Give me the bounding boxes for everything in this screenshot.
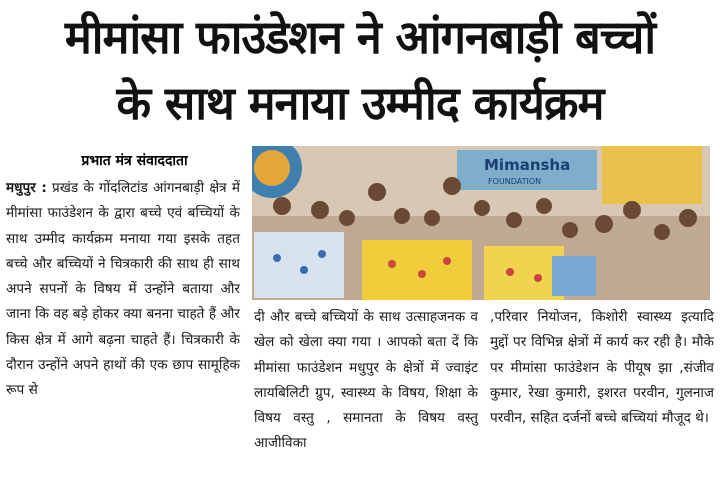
handprint-sheet-yellow-1 [362,240,472,300]
dateline: मधुपुर : [6,180,47,196]
article-column-2 [254,305,478,457]
painting-board-right [602,146,702,204]
byline: प्रभात मंत्र संवाददाता [81,153,188,169]
photo-illustration [252,146,710,300]
article-column-1 [6,176,240,404]
column-2-text: दी और बच्चे बच्चियों के साथ उत्साहजनक व खेल को खेला क्या गया । आपको बता दें कि मीमांसा फाउंडेशन मधुपुर के क्षेत्रों में ज्वाइंट लायबिलिटी ग्रुप, स्वास्थ्य के विषय, शिक्षा के विषय वस्तु , समानता के विषय वस्तु आजीविका [254,309,478,452]
column-3-text: ,परिवार नियोजन, किशोरी स्वास्थ्य इत्यादि मुद्दों पर विभिन्न क्षेत्रों में कार्य कर रही है। मौके पर मीमांसा फाउंडेशन के पीयूष झा ,संजीव कुमार, रेखा कुमारी, इशरत परवीन, गुलनाज परवीन, सहित दर्जनों बच्चे बच्चियां मौजूद थे। [490,309,714,427]
headline-line-1: मीमांसा फाउंडेशन ने आंगनबाड़ी बच्चों [64,10,656,64]
banner-subtitle: FOUNDATION [488,177,542,186]
headline-line-2: के साथ मनाया उम्मीद कार्यक्रम [116,76,604,130]
article-photo [252,146,710,300]
banner-title: Mimansha [484,156,571,174]
article-column-3 [490,305,714,431]
column-1-text: प्रखंड के गोंदलिटांड आंगनबाड़ी क्षेत्र में मीमांसा फाउंडेशन के द्वारा बच्चे एवं बच्चियों के साथ उम्मीद कार्यक्रम मनाया गया इसके तहत बच्चे और बच्चियों ने चित्रकारी की साथ ही साथ अपने सपनों के विषय में उन्होंने बताया और जाना कि वह बड़े होकर क्या बनना चाहते हैं और किस क्षेत्र में आगे बढ़ना चाहते हैं। चित्रकारी के दौरान उन्होंने अपने हाथों की एक छाप सामूहिक रूप से [6,180,240,399]
handprint-sheet-small [552,256,596,296]
handprint-sheet-blue [254,232,344,298]
